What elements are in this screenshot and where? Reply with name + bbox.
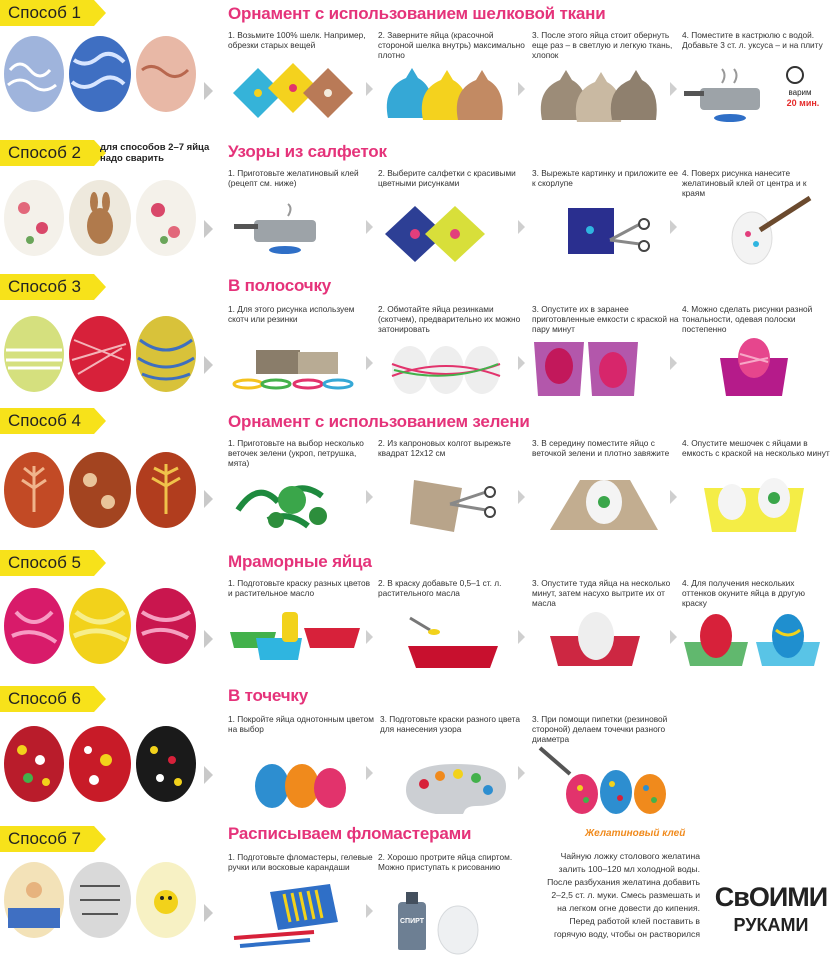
arrow-icon — [518, 82, 525, 96]
egg-photos — [2, 582, 198, 682]
arrow-icon — [204, 220, 213, 238]
banded-eggs-icon — [388, 340, 508, 396]
step-text: 1. Возьмите 100% шелк. Например, обрезки старых вещей — [228, 30, 366, 50]
step-text: 3. После этого яйца стоит обернуть еще раз – в светлую и легкую ткань, хлопок — [532, 30, 673, 60]
arrow-icon — [366, 82, 373, 96]
method-title: Мраморные яйца — [228, 552, 372, 571]
arrow-icon — [670, 630, 677, 644]
step-3 — [532, 168, 680, 198]
palette-icon — [400, 760, 510, 814]
arrow-icon — [204, 356, 213, 374]
method-tag: Способ 6 — [0, 686, 94, 712]
step-text: 2. В краску добавьте 0,5–1 ст. л. растительного масла — [378, 578, 502, 598]
step-text: 3. Опустите туда яйца на несколько минут, затем насухо вытрите их от масла — [532, 578, 671, 608]
step-text: 3. Подготовьте краски разного цвета для нанесения узора — [380, 714, 520, 734]
arrow-icon — [518, 766, 525, 780]
method-row-4 — [0, 408, 833, 544]
step-text: 1. Подготовьте краску разных цветов и растительное масло — [228, 578, 371, 598]
step-1 — [228, 304, 376, 334]
step-1 — [228, 578, 376, 608]
egg-photos — [2, 174, 198, 274]
pot-on-stove-icon — [682, 58, 782, 128]
method-title: Орнамент с использованием зелени — [228, 412, 530, 431]
arrow-icon — [518, 490, 525, 504]
logo — [712, 882, 830, 952]
step-1 — [228, 438, 376, 468]
egg-photos — [2, 446, 198, 546]
scissors-icon — [560, 204, 660, 264]
arrow-icon — [366, 220, 373, 234]
method-tag: Способ 2 — [0, 140, 94, 166]
tape-rubber-bands-icon — [228, 344, 363, 394]
glue-recipe-text: Чайную ложку столового желатина залить 100–120 мл холодной воды. После разбухания желатина добавить 2–2,5 ст. л. муки. Смесь размешать и на легком огне довести до кипения. Перед работой клей поставить в горячую воду, чтобы он растворился — [547, 851, 700, 939]
cotton-pad-egg-icon — [432, 904, 482, 956]
pipette-dotted-eggs-icon — [536, 744, 676, 816]
arrow-icon — [670, 82, 677, 96]
arrow-icon — [670, 490, 677, 504]
step-2 — [378, 168, 526, 198]
step-2 — [378, 30, 526, 60]
method-tag: Способ 7 — [0, 826, 94, 852]
nylon-scissors-icon — [410, 474, 500, 534]
method-tag: Способ 1 — [0, 0, 94, 26]
step-3 — [532, 30, 680, 60]
logo-line-1: СвОИМИ — [714, 882, 828, 912]
bottle-label: СПИРТ — [400, 918, 424, 925]
arrow-icon — [670, 356, 677, 370]
arrow-icon — [204, 490, 213, 508]
glue-recipe-title: Желатиновый клей — [585, 828, 686, 839]
method-row-7 — [0, 820, 833, 960]
dye-glass-icon — [716, 336, 796, 398]
step-text: 4. Опустите мешочек с яйцами в емкость с краской на несколько минут — [682, 438, 830, 458]
step-4 — [682, 304, 830, 334]
logo-line-2: РУКАМИ — [733, 915, 809, 935]
arrow-icon — [366, 630, 373, 644]
method-title: В точечку — [228, 686, 308, 705]
method-title: Орнамент с использованием шелковой ткани — [228, 4, 606, 23]
step-text: 4. Поверх рисунка нанесите желатиновый клей от центра и к краям — [682, 168, 807, 198]
step-3 — [532, 578, 680, 608]
method-tag: Способ 5 — [0, 550, 94, 576]
step-text: 1. Приготовьте на выбор несколько веточек зелени (укроп, петрушка, мята) — [228, 438, 364, 468]
marbled-eggs-bowls-icon — [680, 606, 830, 672]
timer-icon — [786, 66, 804, 84]
method-title: В полосочку — [228, 276, 332, 295]
step-4 — [682, 30, 830, 60]
step-2 — [378, 304, 526, 334]
step-3 — [532, 438, 680, 468]
method-row-3 — [0, 274, 833, 408]
step-text: 1. Приготовьте желатиновый клей (рецепт см. ниже) — [228, 168, 359, 188]
step-text: 1. Покройте яйца однотонным цветом на выбор — [228, 714, 374, 734]
method-title: Расписываем фломастерами — [228, 824, 472, 843]
step-text: 2. Хорошо протрите яйца спиртом. Можно приступать к рисованию — [378, 852, 513, 872]
step-2 — [378, 438, 526, 468]
method-note: для способов 2–7 яйца надо сварить — [100, 142, 210, 164]
egg-photos — [2, 30, 198, 130]
step-3 — [532, 304, 680, 334]
step-1 — [228, 168, 376, 198]
method-title: Узоры из салфеток — [228, 142, 387, 161]
step-4 — [682, 578, 830, 608]
arrow-icon — [366, 904, 373, 918]
arrow-icon — [204, 766, 213, 784]
step-text: 3. Опустите их в заранее приготовленные емкости с краской на пару минут — [532, 304, 679, 334]
arrow-icon — [518, 630, 525, 644]
spoon-oil-bowl-icon — [400, 608, 510, 672]
arrow-icon — [366, 490, 373, 504]
timer-value: 20 мин. — [786, 98, 820, 108]
method-row-6 — [0, 680, 833, 820]
cotton-wrapped-eggs-icon — [532, 58, 662, 128]
arrow-icon — [518, 356, 525, 370]
yellow-dye-bowl-icon — [700, 468, 812, 534]
method-tag: Способ 3 — [0, 274, 94, 300]
step-text: 1. Для этого рисунка используем скотч или резинки — [228, 304, 355, 324]
dye-bowls-oil-icon — [228, 608, 368, 672]
colored-eggs-icon — [250, 760, 350, 812]
step-2 — [378, 852, 526, 882]
egg-photos — [2, 856, 198, 956]
method-row-2 — [0, 140, 833, 274]
arrow-icon — [366, 766, 373, 780]
method-row-5 — [0, 544, 833, 680]
silk-fabric-icon — [228, 58, 358, 128]
step-text: 2. Заверните яйца (красочной стороной шелка внутрь) максимально плотно — [378, 30, 525, 60]
egg-in-bowl-icon — [546, 606, 646, 672]
step-1 — [228, 852, 376, 882]
step-1 — [228, 714, 376, 744]
step-text: 3. В середину поместите яйцо с веточкой зелени и плотно завяжите — [532, 438, 670, 458]
step-2 — [380, 714, 528, 744]
arrow-icon — [518, 220, 525, 234]
timer-label: варим — [788, 88, 812, 97]
arrow-icon — [204, 904, 213, 922]
step-text: 2. Обмотайте яйца резинками (скотчем), предварительно их можно затонировать — [378, 304, 521, 334]
step-text: 2. Выберите салфетки с красивыми цветными рисунками — [378, 168, 516, 188]
arrow-icon — [366, 356, 373, 370]
egg-in-nylon-icon — [550, 472, 660, 534]
arrow-icon — [204, 630, 213, 648]
step-text: 3. Вырежьте картинку и приложите ее к скорлупе — [532, 168, 678, 188]
saucepan-icon — [232, 202, 332, 262]
egg-photos — [2, 310, 198, 410]
wrapped-eggs-icon — [378, 58, 508, 128]
step-4 — [682, 438, 830, 468]
step-1 — [228, 30, 376, 60]
spirit-bottle-icon — [398, 902, 426, 950]
step-text: 1. Подготовьте фломастеры, гелевые ручки или восковые карандаши — [228, 852, 373, 872]
markers-icon — [230, 882, 360, 952]
arrow-icon — [670, 220, 677, 234]
egg-photos — [2, 720, 198, 820]
step-text: 4. Поместите в кастрюлю с водой. Добавьте 3 ст. л. уксуса – и на плиту — [682, 30, 823, 50]
brush-egg-icon — [730, 194, 820, 270]
step-text: 4. Для получения нескольких оттенков окуните яйца в другую краску — [682, 578, 805, 608]
method-row-1 — [0, 0, 833, 140]
dye-glasses-icon — [532, 340, 642, 398]
method-tag: Способ 4 — [0, 408, 94, 434]
step-text: 4. Можно сделать рисунки разной тональности, одевая полоски постепенно — [682, 304, 813, 334]
step-3 — [532, 714, 680, 744]
step-text: 2. Из капроновых колгот вырежьте квадрат 12х12 см — [378, 438, 511, 458]
herbs-icon — [228, 470, 348, 534]
step-text: 3. При помощи пипетки (резиновой стороной) делаем точечки разного диаметра — [532, 714, 668, 744]
step-2 — [378, 578, 526, 608]
napkins-icon — [380, 202, 500, 266]
arrow-icon — [204, 82, 213, 100]
